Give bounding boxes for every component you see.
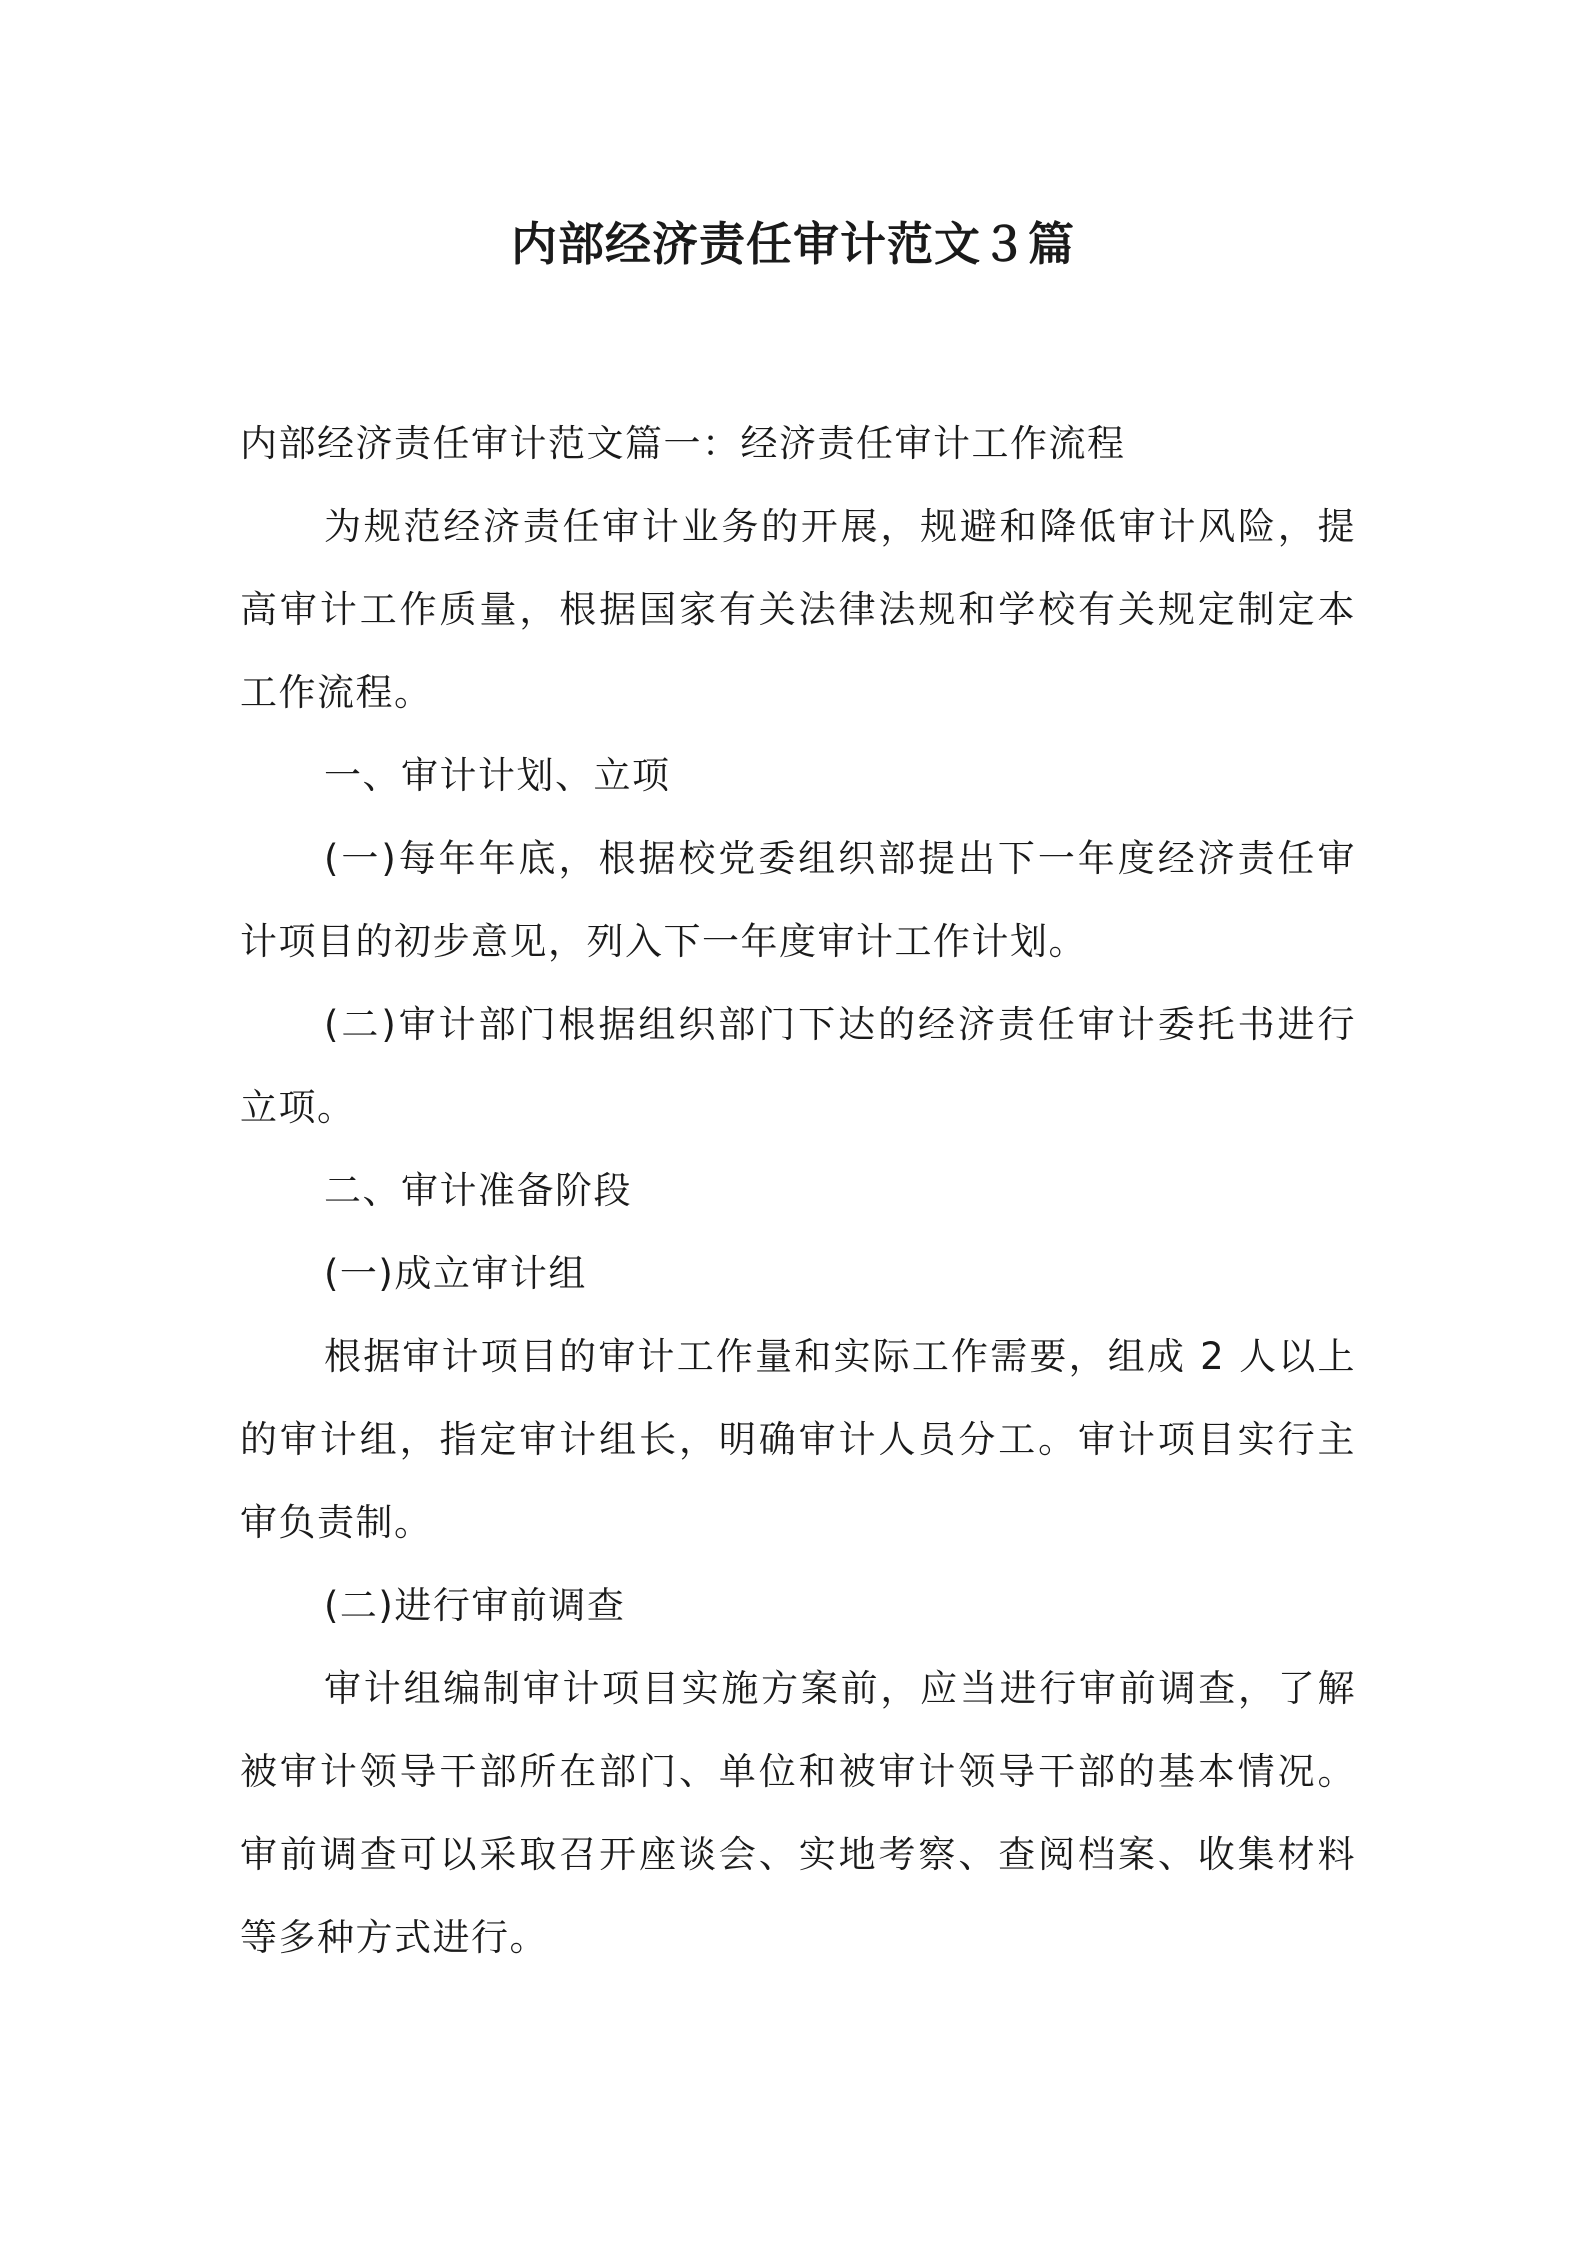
- section-heading: 内部经济责任审计范文篇一：经济责任审计工作流程: [240, 422, 1126, 465]
- body-paragraph: 为规范经济责任审计业务的开展，规避和降低审计风险，提高审计工作质量，根据国家有关法律法规和学校有关规定制定本工作流程。: [240, 505, 1356, 714]
- body-paragraph: (二)审计部门根据组织部门下达的经济责任审计委托书进行立项。: [240, 1003, 1356, 1129]
- section-heading: 二、审计准备阶段: [324, 1169, 632, 1212]
- body-paragraph: (一)每年年底，根据校党委组织部提出下一年度经济责任审计项目的初步意见，列入下一年度审计工作计划。: [240, 837, 1356, 963]
- subsection-heading: (一)成立审计组: [324, 1252, 587, 1295]
- document-body: [240, 402, 1356, 1979]
- body-paragraph: 根据审计项目的审计工作量和实际工作需要，组成 2 人以上的审计组，指定审计组长，明确审计人员分工。审计项目实行主审负责制。: [240, 1335, 1356, 1544]
- subsection-heading: (二)进行审前调查: [324, 1584, 626, 1627]
- body-paragraph: 审计组编制审计项目实施方案前，应当进行审前调查，了解被审计领导干部所在部门、单位和被审计领导干部的基本情况。审前调查可以采取召开座谈会、实地考察、查阅档案、收集材料等多种方式进行。: [240, 1667, 1356, 1959]
- document-title: 内部经济责任审计范文３篇: [511, 217, 1075, 271]
- section-heading: 一、审计计划、立项: [324, 754, 671, 797]
